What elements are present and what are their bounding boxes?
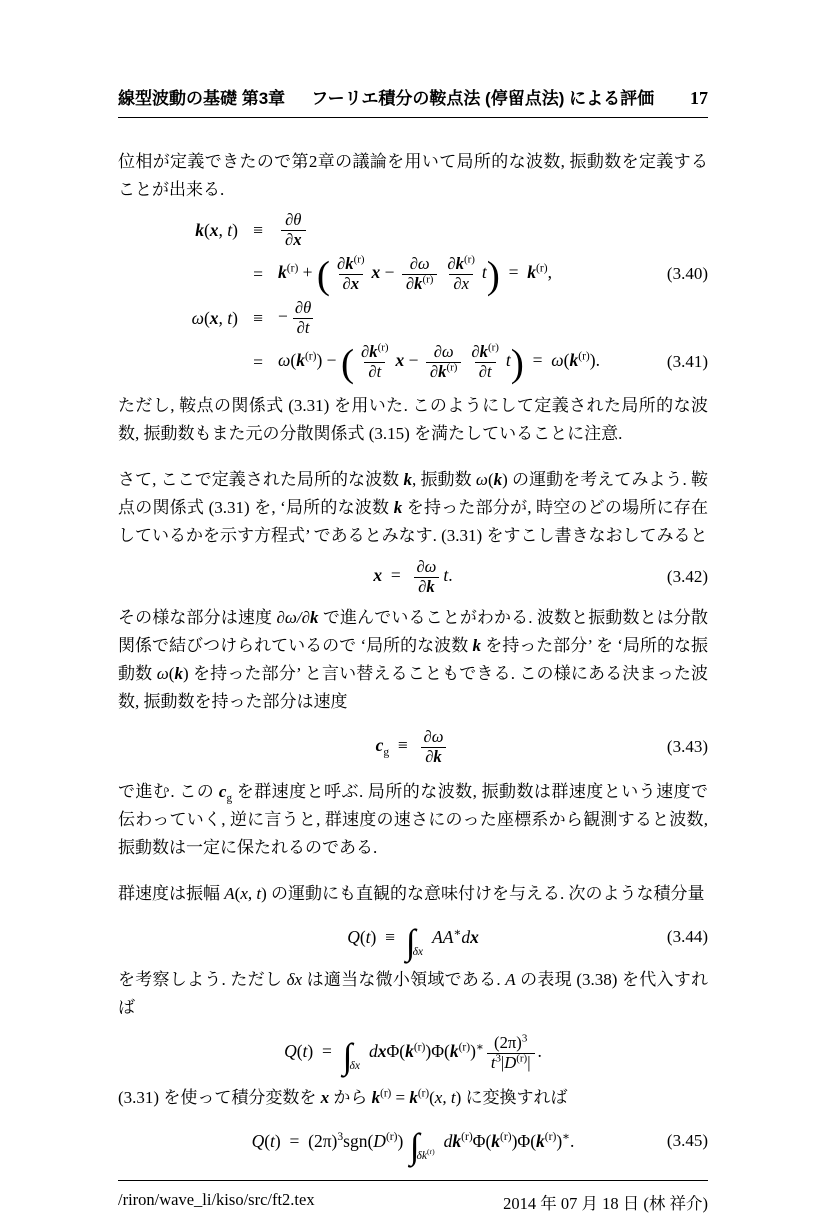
paragraph-saddle-note: ただし, 鞍点の関係式 (3.31) を用いた. このようにして定義された局所的な波数, 振動数もまた元の分散関係式 (3.15) を満たしていることに注意. xyxy=(118,396,708,443)
superscript: (r) xyxy=(286,262,299,275)
math-italic: Q xyxy=(347,926,360,947)
superscript: (r) xyxy=(458,1041,471,1054)
math-bold-italic: x xyxy=(371,262,381,283)
fraction-numerator xyxy=(443,255,479,274)
equation-body: $c_g$ ≡ $\frac{\partial\omega}{\partial k}$ xyxy=(376,728,451,766)
superscript: (r) xyxy=(461,1130,473,1143)
math-bold-italic: k xyxy=(455,253,464,273)
math-bold-italic: c xyxy=(218,782,227,801)
math-italic: δk xyxy=(416,1149,428,1162)
math-italic: A xyxy=(505,970,516,989)
header-book-title: 線型波動の基礎 第3章 xyxy=(118,89,286,108)
integral-limit xyxy=(349,1060,360,1072)
math-italic: ∂ω xyxy=(423,726,444,746)
fraction xyxy=(357,343,393,381)
superscript: (r) xyxy=(578,350,590,363)
equation-number: (3.40) xyxy=(666,264,708,283)
math-bold-italic: k xyxy=(371,1088,381,1107)
math-italic: ∂ xyxy=(405,273,415,293)
superscript: (r) xyxy=(500,1130,512,1143)
math-italic: ∂t xyxy=(296,317,310,337)
superscript: (r) xyxy=(380,1087,392,1100)
math-italic: x, t xyxy=(240,884,262,903)
superscript: (r) xyxy=(417,1087,430,1100)
superscript: ∗ xyxy=(453,926,462,939)
math-bold-italic: k xyxy=(569,350,579,371)
math-italic: ∂x xyxy=(453,273,469,293)
superscript: (r) xyxy=(446,360,458,373)
paragraph-intro: 位相が定義できたので第2章の議論を用いて局所的な波数, 振動数を定義することが出来る. xyxy=(118,152,708,199)
equation-rhs: $k^{(r)}$ + ( $\frac{\partial k^{(r)}}{\partial x}$ x − $\frac{\partial\omega}{\partial k^{(r)}}$ $\frac{\partial k^{(r)}}{\partial x}$ t) = $k^{(r)}$, xyxy=(278,253,552,297)
math-bold-italic: k xyxy=(409,1088,418,1107)
integral-limit xyxy=(413,946,424,958)
fraction xyxy=(402,255,438,293)
fraction xyxy=(291,299,315,337)
fraction xyxy=(420,728,448,766)
equation-rhs xyxy=(278,211,309,249)
math-bold-italic: k xyxy=(479,341,488,361)
math-italic: ∂ xyxy=(285,229,294,249)
math-italic: ∂ xyxy=(342,273,351,293)
math-italic: D xyxy=(373,1130,386,1151)
equation-lhs: k(x, t) xyxy=(195,219,238,240)
paragraph-change-variable: (3.31) を使って積分変数を x から $k^{(r)} = k^{(r)}(x$, t) に変換すれば xyxy=(118,1087,568,1107)
paragraph-amplitude: 群速度は振幅 A(x, t) の運動にも直観的な意味付けを与える. 次のような積分量 xyxy=(118,884,705,903)
equation-line xyxy=(118,340,708,384)
superscript: (r) xyxy=(413,1041,426,1054)
math-bold-italic: x xyxy=(373,565,383,586)
equation-relation: ≡ xyxy=(253,307,263,328)
equation-number: (3.45) xyxy=(666,1131,708,1150)
fraction-denominator xyxy=(449,274,473,294)
equation-number: (3.41) xyxy=(666,352,708,371)
equation-relation: = xyxy=(253,263,263,284)
math-italic: ∂ω xyxy=(409,253,430,273)
math-bold-italic: k xyxy=(414,273,423,293)
math-bold-italic: c xyxy=(375,735,384,756)
fraction-denominator xyxy=(421,747,446,767)
superscript: (r) xyxy=(377,341,389,354)
math-bold-italic: k xyxy=(426,576,435,596)
page-content xyxy=(118,0,708,1214)
math-italic: t xyxy=(481,262,487,283)
superscript: (r) xyxy=(544,1130,557,1143)
superscript: (r) xyxy=(516,1051,528,1064)
fraction-denominator xyxy=(364,362,385,382)
math-italic: ∂ω xyxy=(433,341,454,361)
page-header xyxy=(118,84,708,118)
math-italic: ω xyxy=(191,307,204,328)
math-italic: ∂ xyxy=(429,361,439,381)
superscript: (r) xyxy=(422,272,434,285)
big-paren: ( xyxy=(340,341,355,385)
equation-3-44 xyxy=(118,914,708,960)
math-italic: ω xyxy=(278,350,291,371)
math-italic: t xyxy=(365,926,371,947)
equation-block-3-40-3-41 xyxy=(118,208,708,384)
equation-3-42 xyxy=(118,554,708,600)
math-bold-italic: k xyxy=(278,262,287,283)
paragraph-local-wavenumber: さて, ここで定義された局所的な波数 k, 振動数 ω(k) の運動を考えてみよう. 鞍点の関係式 (3.31) を, ‘局所的な波数 k を持った部分が, 時空のどの場所に存在しているかを示す方程式’ であるとみなす. (3.31) をすこし書きなおしてみると xyxy=(118,470,709,545)
math-italic: ∂ xyxy=(447,253,456,273)
integral: ∫δx xyxy=(342,1036,360,1077)
equation-3-43 xyxy=(118,724,708,770)
superscript: 3 xyxy=(337,1130,344,1143)
math-italic: ∂ω xyxy=(416,556,437,576)
paragraph-consider: を考察しよう. ただし δx は適当な微小領域である. A の表現 (3.38) を代入すれば xyxy=(118,970,708,1017)
math-bold-italic: k xyxy=(405,1041,414,1062)
superscript: (r) xyxy=(427,1146,435,1156)
fraction-numerator xyxy=(333,255,369,274)
fraction-numerator xyxy=(467,343,503,362)
equation-body: Q(t) ≡ ∫δxAA∗dx xyxy=(347,921,479,962)
fraction-numerator xyxy=(291,299,315,318)
fraction-denominator xyxy=(293,318,314,338)
math-italic: A xyxy=(224,884,235,903)
math-bold-italic: k xyxy=(452,1130,462,1151)
math-bold-italic: k xyxy=(309,608,319,627)
math-bold-italic: k xyxy=(493,470,503,489)
fraction-numerator: $(2\pi)^3$ xyxy=(494,1032,528,1052)
big-paren: ) xyxy=(486,253,500,297)
math-bold-italic: k xyxy=(527,262,537,283)
equation-number: (3.43) xyxy=(666,737,708,756)
math-italic: ω xyxy=(475,470,488,489)
header-chapter-title: フーリエ積分の鞍点法 (停留点法) による評価 xyxy=(311,89,655,108)
math-italic: ∂θ xyxy=(285,209,302,229)
superscript: (r) xyxy=(536,262,548,275)
fraction-numerator xyxy=(430,343,458,362)
math-italic: Q xyxy=(251,1130,265,1151)
math-italic: AA xyxy=(432,926,454,947)
math-italic: t xyxy=(490,1052,496,1072)
fraction-numerator xyxy=(412,558,440,577)
superscript: (r) xyxy=(487,341,499,354)
equation-rhs: $\omega(k^{(r)})$ − ( $\frac{\partial k^{(r)}}{\partial t}$ x − $\frac{\partial\omega}{\partial k^{(r)}}$ $\frac{\partial k^{(r)}}{\partial t}$ t) = $\omega(k^{(r)})$. xyxy=(278,341,600,385)
math-italic: t xyxy=(505,350,511,371)
fraction-denominator xyxy=(281,230,306,250)
math-bold-italic: x xyxy=(209,307,219,328)
big-paren: ( xyxy=(316,253,331,297)
math-bold-italic: k xyxy=(472,636,481,655)
fraction xyxy=(487,1034,535,1072)
math-bold-italic: x xyxy=(209,219,219,240)
superscript: 3 xyxy=(521,1032,528,1045)
equation-body: Q(t) = $\int\delta xdx\Phi(k^{(r)})\Phi(k^{(r)})^∗$ $\frac{(2\pi)^3}{t^3|D^{(r)}|}$ . xyxy=(284,1032,542,1077)
math-italic: ∂ xyxy=(361,341,370,361)
fraction xyxy=(467,343,503,381)
math-bold-italic: k xyxy=(433,746,442,766)
math-italic: δx xyxy=(286,970,303,989)
integral-limit xyxy=(416,1146,435,1162)
fraction-denominator xyxy=(339,274,364,294)
math-italic: ω xyxy=(156,664,169,683)
fraction xyxy=(443,255,479,293)
math-bold-italic: k xyxy=(369,341,378,361)
math-italic: ∂t xyxy=(368,361,382,381)
math-bold-italic: k xyxy=(345,253,354,273)
superscript: ∗ xyxy=(562,1130,571,1143)
math-bold-italic: x xyxy=(350,273,360,293)
math-bold-italic: k xyxy=(195,219,204,240)
math-italic: ω xyxy=(551,350,564,371)
superscript: (r) xyxy=(353,253,365,266)
footer-date-author: 2014 年 07 月 18 日 (林 祥介) xyxy=(503,1194,708,1213)
math-bold-italic: x xyxy=(377,1041,387,1062)
fraction-denominator xyxy=(414,577,439,597)
math-bold-italic: x xyxy=(320,1088,330,1107)
math-italic: , t xyxy=(218,219,233,240)
math-italic: ∂ω/∂ xyxy=(276,608,310,627)
fraction xyxy=(281,211,306,249)
fraction-denominator: $t^3|D^{(r)}|$ xyxy=(487,1053,535,1073)
fraction-numerator xyxy=(420,728,448,747)
math-italic: t xyxy=(270,1130,275,1151)
equation-body: x = $\frac{\partial\omega}{\partial k}$ t. xyxy=(373,556,453,596)
math-italic: ∂ xyxy=(425,746,434,766)
math-bold-italic: x xyxy=(470,926,479,947)
equation-lhs: ω(x, t) xyxy=(191,307,238,328)
superscript: (r) xyxy=(304,350,317,363)
subscript: g xyxy=(226,792,233,805)
math-italic: d xyxy=(368,1041,378,1062)
equation-3-45 xyxy=(118,1118,708,1164)
math-bold-italic: k xyxy=(491,1130,501,1151)
equation-line xyxy=(118,252,708,296)
paragraph-velocity: その様な部分は速度 ∂ω/∂k で進んでいることがわかる. 波数と振動数とは分散関係で結びつけられているので ‘局所的な波数 k を持った部分’ を ‘局所的な振動数 ω(k) を持った部分’ と言い替えることもできる. この様にある決まった波数, 振動数を持った部分は速度 xyxy=(118,608,709,711)
equation-q-unnumbered xyxy=(118,1030,708,1076)
superscript: ∗ xyxy=(475,1041,484,1054)
math-italic: ∂ xyxy=(337,253,346,273)
big-paren: ) xyxy=(510,341,524,385)
math-bold-italic: x xyxy=(395,350,405,371)
footer-file-path: /riron/wave_li/kiso/src/ft2.tex xyxy=(118,1190,315,1209)
math-italic: δx xyxy=(412,945,424,958)
math-italic: , t xyxy=(218,307,233,328)
math-bold-italic: k xyxy=(449,1041,459,1062)
fraction-numerator xyxy=(406,255,434,274)
math-bold-italic: k xyxy=(174,664,183,683)
math-bold-italic: k xyxy=(536,1130,545,1151)
math-italic: Q xyxy=(284,1041,297,1062)
superscript: (r) xyxy=(385,1130,398,1143)
equation-line xyxy=(118,296,708,340)
fraction-denominator xyxy=(426,362,462,382)
fraction-numerator xyxy=(281,211,305,230)
page-footer xyxy=(118,1180,708,1214)
math-bold-italic: k xyxy=(393,498,403,517)
math-italic: ∂ xyxy=(418,576,427,596)
integral: $\int\delta k^{(r)}$ xyxy=(409,1125,435,1166)
math-italic: t xyxy=(443,565,449,586)
math-italic: x, t xyxy=(434,1088,456,1107)
math-bold-italic: k xyxy=(438,361,447,381)
fraction xyxy=(426,343,462,381)
fraction-denominator xyxy=(475,362,496,382)
equation-rhs: − $\frac{\partial\theta}{\partial t}$ xyxy=(278,299,318,337)
math-bold-italic: k xyxy=(403,470,412,489)
fraction xyxy=(333,255,369,293)
math-italic: D xyxy=(504,1052,517,1072)
equation-number: (3.42) xyxy=(666,567,708,586)
math-italic: ∂ xyxy=(471,341,480,361)
equation-line xyxy=(118,208,708,252)
fraction-denominator xyxy=(402,274,438,294)
page-number: 17 xyxy=(690,88,708,108)
equation-body: Q(t) = $(2\pi)^3sgn(D^{(r)})$ $\int\delta k^{(r)}dk^{(r)}\Phi(k^{(r)})\Phi(k^{(r)})^∗$. xyxy=(251,1125,575,1166)
math-italic: ∂θ xyxy=(294,297,312,317)
fraction xyxy=(412,558,440,596)
equation-number: (3.44) xyxy=(666,927,708,946)
math-italic: t xyxy=(302,1041,308,1062)
math-italic: ∂t xyxy=(478,361,492,381)
math-italic: δx xyxy=(349,1060,360,1073)
math-bold-italic: x xyxy=(293,229,302,249)
subscript: g xyxy=(383,746,390,759)
superscript: (r) xyxy=(463,253,475,266)
equation-relation: ≡ xyxy=(253,219,263,240)
math-bold-italic: k xyxy=(296,350,305,371)
integral: ∫δx xyxy=(405,921,424,962)
math-italic: d xyxy=(443,1130,453,1151)
equation-relation: = xyxy=(253,351,263,372)
paragraph-group-velocity: で進む. この $c_g$ を群速度と呼ぶ. 局所的な波数, 振動数は群速度という速度で伝わっていく, 逆に言うと, 群速度の速さにのった座標系から観測すると波数, 振動数は一定に保たれるのである. xyxy=(118,782,709,857)
superscript: 3 xyxy=(495,1051,501,1064)
fraction-numerator xyxy=(357,343,393,362)
math-italic: d xyxy=(461,926,471,947)
